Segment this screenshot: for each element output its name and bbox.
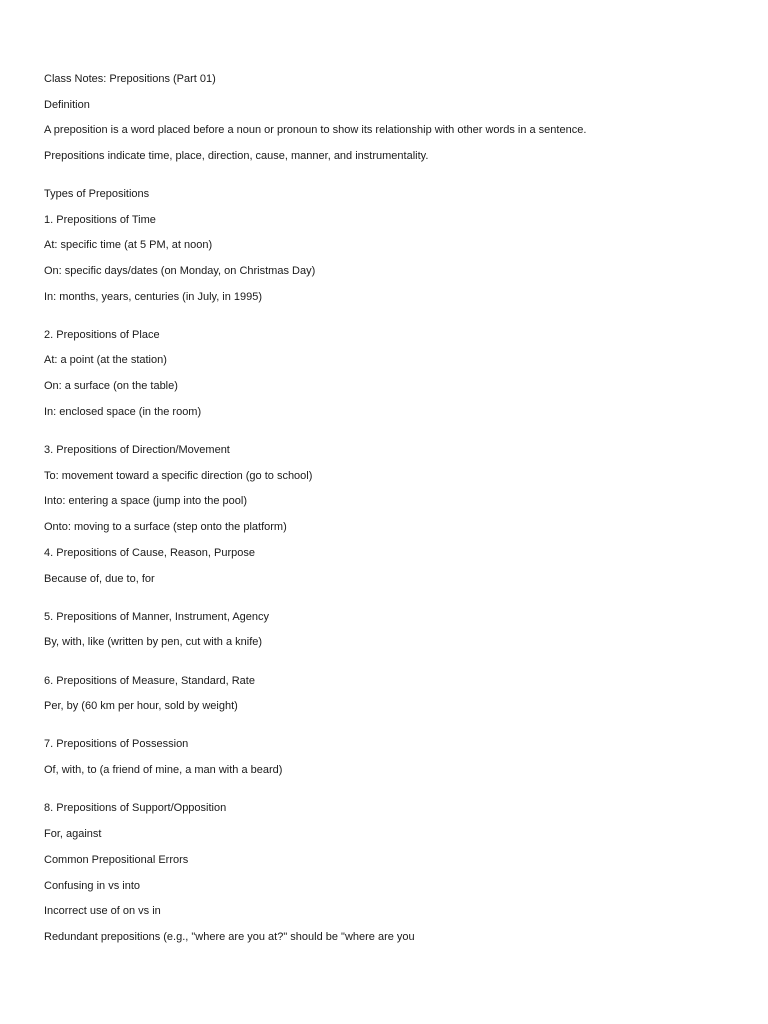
list-item: In: enclosed space (in the room)	[44, 406, 202, 418]
section-heading-support: 8. Prepositions of Support/Opposition	[44, 802, 227, 814]
list-item: On: a surface (on the table)	[44, 380, 178, 392]
section-heading-place: 2. Prepositions of Place	[44, 329, 160, 341]
types-heading: Types of Prepositions	[44, 188, 150, 200]
section-heading-manner: 5. Prepositions of Manner, Instrument, Agency	[44, 611, 270, 623]
error-item: Incorrect use of on vs in	[44, 905, 161, 917]
list-item: For, against	[44, 828, 102, 840]
list-item: On: specific days/dates (on Monday, on Christmas Day)	[44, 265, 316, 277]
error-item: Confusing in vs into	[44, 880, 140, 892]
list-item: Per, by (60 km per hour, sold by weight)	[44, 700, 238, 712]
section-heading-time: 1. Prepositions of Time	[44, 214, 156, 226]
list-item: Of, with, to (a friend of mine, a man with a beard)	[44, 764, 283, 776]
definition-text: A preposition is a word placed before a noun or pronoun to show its relationship with other words in a sentence.	[44, 124, 587, 136]
list-item: In: months, years, centuries (in July, in 1995)	[44, 291, 263, 303]
section-heading-possession: 7. Prepositions of Possession	[44, 738, 189, 750]
section-heading-direction: 3. Prepositions of Direction/Movement	[44, 444, 230, 456]
list-item: At: a point (at the station)	[44, 354, 167, 366]
definition-heading: Definition	[44, 99, 90, 111]
list-item: To: movement toward a specific direction (go to school)	[44, 470, 313, 482]
section-heading-cause: 4. Prepositions of Cause, Reason, Purpose	[44, 547, 255, 559]
list-item: Into: entering a space (jump into the pool)	[44, 495, 248, 507]
list-item: At: specific time (at 5 PM, at noon)	[44, 239, 213, 251]
error-item: Redundant prepositions (e.g., "where are you at?" should be "where are you	[44, 931, 415, 943]
list-item: Onto: moving to a surface (step onto the platform)	[44, 521, 287, 533]
section-heading-measure: 6. Prepositions of Measure, Standard, Rate	[44, 675, 255, 687]
list-item: Because of, due to, for	[44, 573, 155, 585]
errors-heading: Common Prepositional Errors	[44, 854, 189, 866]
definition-uses: Prepositions indicate time, place, direction, cause, manner, and instrumentality.	[44, 150, 429, 162]
list-item: By, with, like (written by pen, cut with a knife)	[44, 636, 263, 648]
document-title: Class Notes: Prepositions (Part 01)	[44, 73, 216, 85]
